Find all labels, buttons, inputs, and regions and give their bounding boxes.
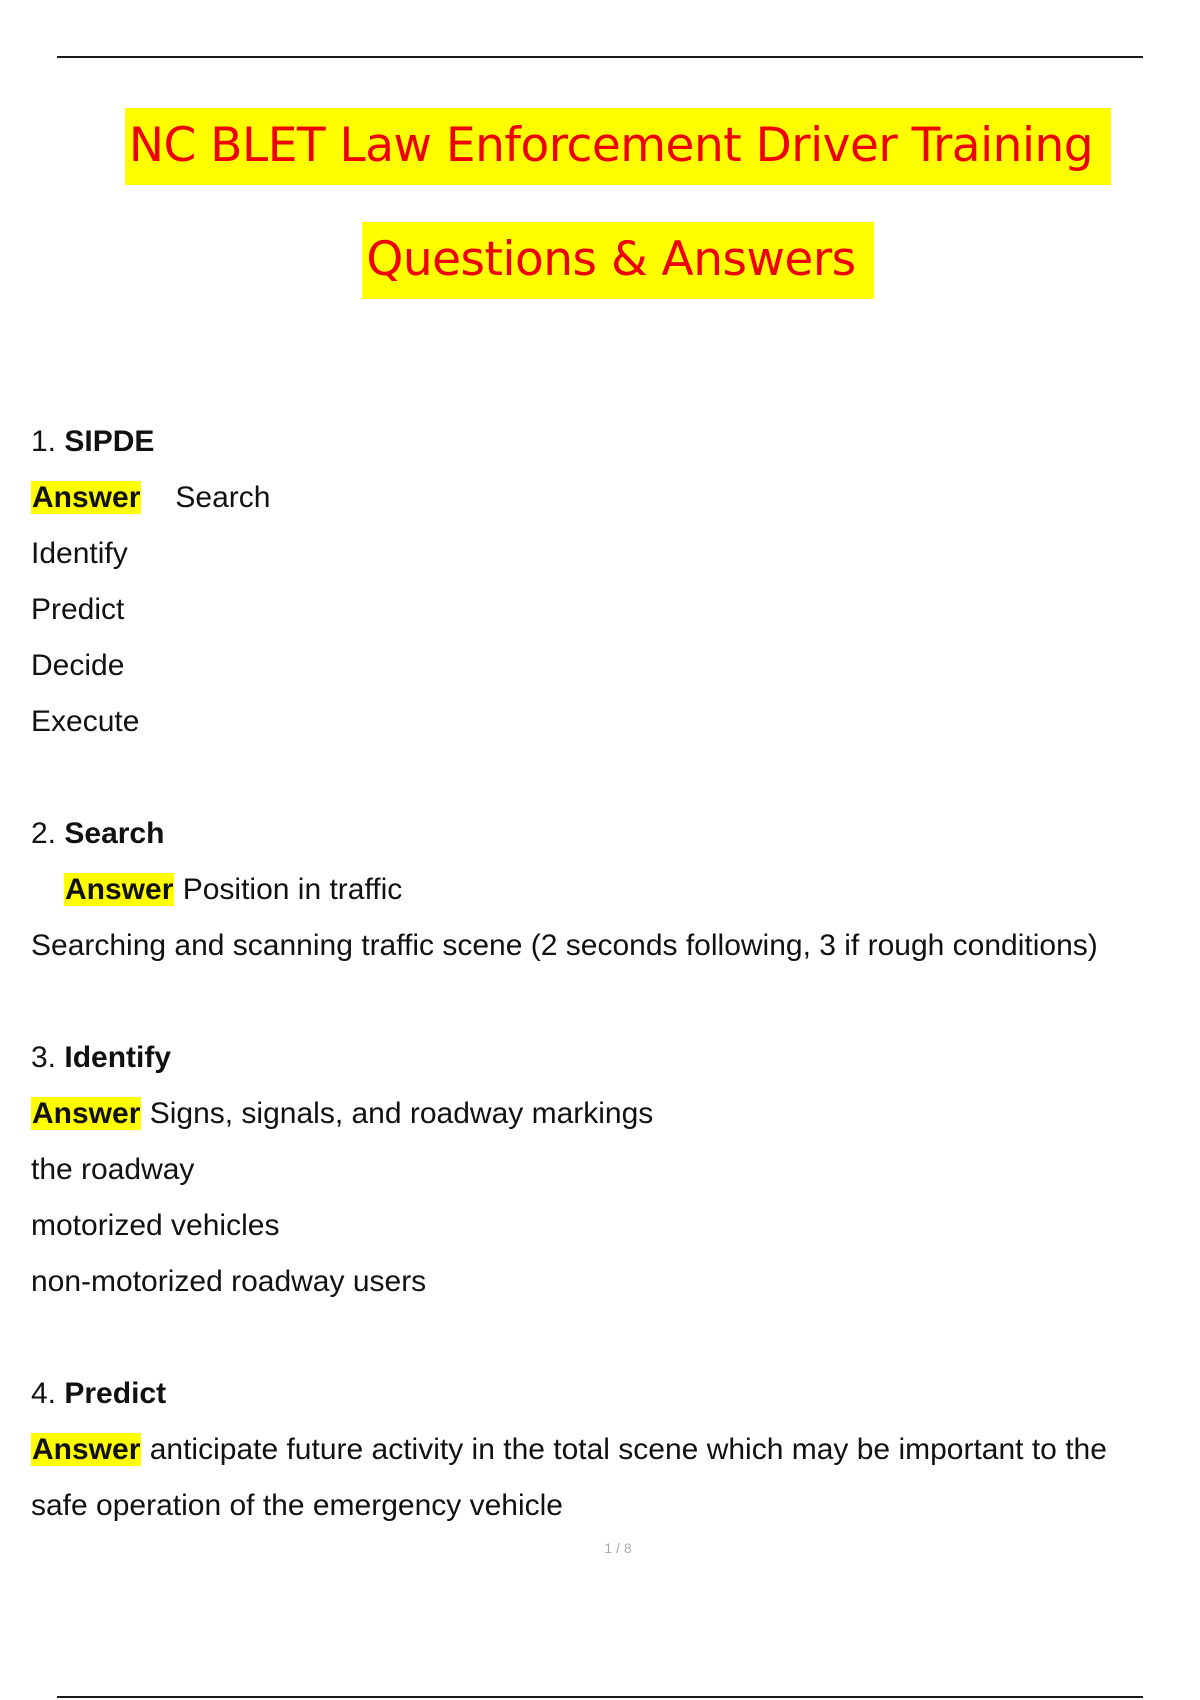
document-title-line-1 [18, 108, 1200, 185]
answer-4-line-1: safe operation of the emergency vehicle [31, 1489, 563, 1522]
answer-label: Answer [32, 481, 141, 514]
question-text: SIPDE [64, 425, 155, 458]
document-title-line-2 [18, 222, 1200, 299]
question-number: 3. [31, 1041, 57, 1074]
answer-label: Answer [65, 873, 174, 906]
answer-label: Answer [32, 1097, 141, 1130]
answer-1-line-4: Execute [31, 705, 140, 738]
answer-2-first [31, 862, 1181, 918]
question-1 [31, 414, 1181, 470]
question-text: Search [64, 817, 165, 850]
question-text: Predict [64, 1377, 167, 1410]
qa-content [31, 414, 1181, 1534]
answer-3-line-1: the roadway [31, 1153, 195, 1186]
answer-4-first [31, 1422, 1181, 1478]
answer-2-line-1: Searching and scanning traffic scene (2 seconds following, 3 if rough conditions) [31, 929, 1098, 962]
question-text: Identify [64, 1041, 172, 1074]
question-3 [31, 1030, 1181, 1086]
answer-1-line-1: Identify [31, 537, 128, 570]
answer-3-line-2: motorized vehicles [31, 1209, 280, 1242]
question-number: 2. [31, 817, 57, 850]
answer-label: Answer [32, 1433, 141, 1466]
title-highlight-2: Questions & Answers [362, 222, 873, 299]
question-number: 4. [31, 1377, 57, 1410]
question-number: 1. [31, 425, 57, 458]
answer-1-line-2: Predict [31, 593, 125, 626]
top-divider [57, 56, 1143, 58]
answer-1-line-3: Decide [31, 649, 125, 682]
answer-3-first [31, 1086, 1181, 1142]
question-4 [31, 1366, 1181, 1422]
answer-text: Position in traffic [182, 873, 403, 906]
answer-text: Signs, signals, and roadway markings [149, 1097, 654, 1130]
answer-text: anticipate future activity in the total scene which may be important to the [149, 1433, 1107, 1466]
bottom-divider [57, 1696, 1143, 1698]
title-highlight-1: NC BLET Law Enforcement Driver Training [125, 108, 1111, 185]
answer-1-first [31, 470, 1181, 526]
answer-text: Search [175, 481, 271, 514]
page-number: 1 / 8 [604, 1540, 632, 1556]
question-2 [31, 806, 1181, 862]
answer-3-line-3: non-motorized roadway users [31, 1265, 427, 1298]
